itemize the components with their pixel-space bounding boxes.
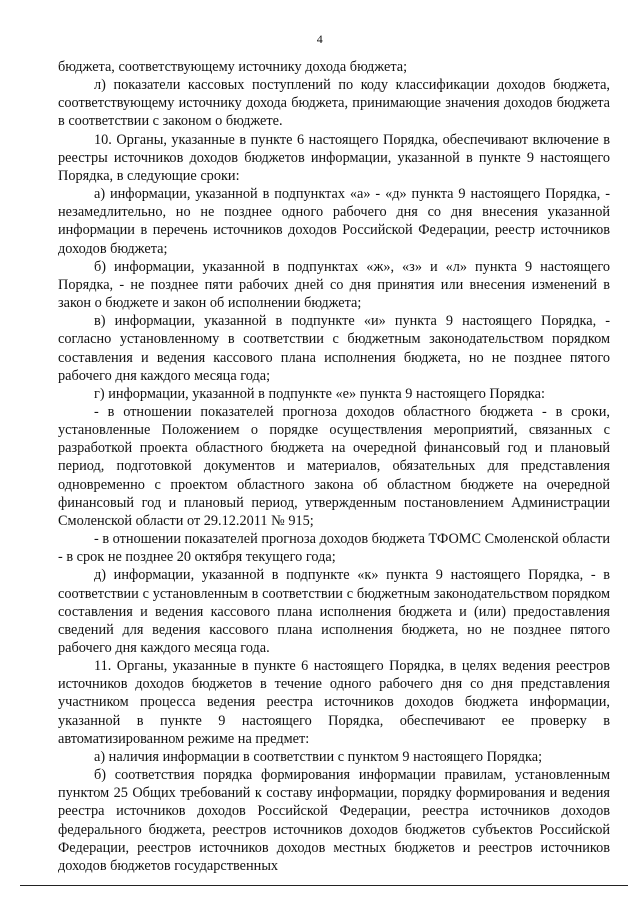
paragraph-item-a: а) информации, указанной в подпунктах «а» - «д» пункта 9 настоящего Порядка, - незамедлительно, но не позднее одного рабочего дня со дня внесения указанной информации в перечень источников доходов Российской Федерации, реестр источников доходов бюджета; bbox=[58, 186, 610, 257]
paragraph-dash-regional: - в отношении показателей прогноза доходов областного бюджета - в сроки, установленные Положением о порядке осуществления мероприятий, связанных с разработкой проекта областного бюджета на очередной финансовый год и плановый период, подготовкой документов и материалов, обязательных для представления одновременно с проектом областного закона об областном бюджете на очередной финансовый год и плановый период, утвержденным постановлением Администрации Смоленской области от 29.12.2011 № 915; bbox=[58, 403, 610, 529]
paragraph-item-b-2: б) соответствия порядка формирования информации правилам, установленным пунктом 25 Общих требований к составу информации, порядку формирования и ведения реестра источников доходов Российской Федерации, реестра источников доходов федерального бюджета, реестров источников доходов бюджетов субъектов Российской Федерации, реестров источников доходов местных бюджетов и реестров источников доходов бюджетов государственных bbox=[58, 767, 610, 874]
bottom-scan-edge bbox=[20, 885, 628, 886]
document-body bbox=[58, 58, 610, 875]
paragraph-clause-11: 11. Органы, указанные в пункте 6 настоящего Порядка, в целях ведения реестров источников доходов бюджетов в течение одного рабочего дня со дня представления участником процесса ведения реестра источников доходов бюджета информации, указанной в пункте 9 настоящего Порядка, обеспечивают ее проверку в автоматизированном режиме на предмет: bbox=[58, 658, 610, 747]
paragraph-dash-tfoms: - в отношении показателей прогноза доходов бюджета ТФОМС Смоленской области - в срок не позднее 20 октября текущего года; bbox=[58, 531, 610, 566]
paragraph-item-d: д) информации, указанной в подпункте «к» пункта 9 настоящего Порядка, - в соответствии с установленным в соответствии с бюджетным законодательством порядком составления и ведения кассового плана исполнения бюджета и (или) предоставления сведений для ведения кассового плана исполнения бюджета, но не позднее пятого рабочего дня каждого месяца года. bbox=[58, 567, 610, 656]
paragraph-item-g: г) информации, указанной в подпункте «е» пункта 9 настоящего Порядка: bbox=[94, 385, 545, 402]
paragraph-item-l: л) показатели кассовых поступлений по коду классификации доходов бюджета, соответствующему источнику дохода бюджета, принимающие значения доходов бюджета в соответствии с законом о бюджете. bbox=[58, 77, 610, 130]
page-number: 4 bbox=[316, 32, 324, 46]
paragraph-continuation: бюджета, соответствующему источнику дохода бюджета; bbox=[58, 59, 408, 75]
paragraph-item-v: в) информации, указанной в подпункте «и» пункта 9 настоящего Порядка, - согласно установленному в соответствии с бюджетным законодательством порядком составления и ведения кассового плана исполнения бюджета, но не позднее пятого рабочего дня каждого месяца года; bbox=[58, 313, 610, 384]
paragraph-item-b: б) информации, указанной в подпунктах «ж», «з» и «л» пункта 9 настоящего Порядка, - не позднее пяти рабочих дней со дня принятия или внесения изменений в закон о бюджете и закон об исполнении бюджета; bbox=[58, 258, 610, 312]
paragraph-item-a-2: а) наличия информации в соответствии с пунктом 9 настоящего Порядка; bbox=[94, 748, 543, 765]
paragraph-clause-10: 10. Органы, указанные в пункте 6 настоящего Порядка, обеспечивают включение в реестры источников доходов бюджетов информации, указанной в пункте 9 настоящего Порядка, в следующие сроки: bbox=[58, 131, 610, 184]
